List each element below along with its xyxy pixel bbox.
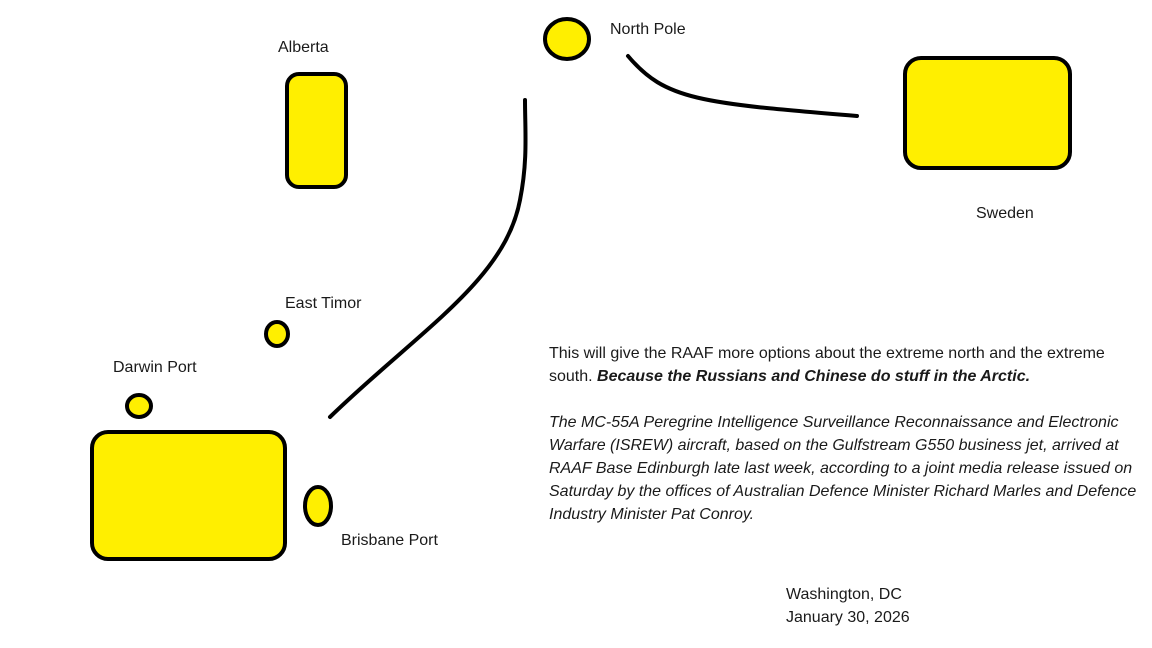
paragraph-news: The MC-55A Peregrine Intelligence Surveillance Reconnaissance and Electronic Warfare (ISREW) aircraft, based on the Gulfstream G550 business jet, arrived at RAAF Base Edinburgh late last week, according to a joint media release issued on Saturday by the offices of Australian Defence Minister Richard Marles and Defence Industry Minister Pat Conroy. <box>549 414 1137 523</box>
paragraph-intro <box>549 342 1139 388</box>
alberta-shape <box>287 74 346 187</box>
darwin-port-shape <box>127 395 151 417</box>
route-curve-south-to-north <box>330 100 526 417</box>
east-timor-label: East Timor <box>285 295 362 312</box>
darwin-port-label: Darwin Port <box>113 359 197 376</box>
signature-date: January 30, 2026 <box>786 609 910 626</box>
signature-place: Washington, DC <box>786 586 902 603</box>
brisbane-port-shape <box>305 487 331 525</box>
alberta-label: Alberta <box>278 39 329 56</box>
australia-shape <box>92 432 285 559</box>
north-pole-shape <box>545 19 589 59</box>
sweden-shape <box>905 58 1070 168</box>
east-timor-shape <box>266 322 288 346</box>
intro-text: This will give the RAAF more options about the extreme north and the extreme south. <box>549 345 1105 385</box>
brisbane-port-label: Brisbane Port <box>341 532 438 549</box>
north-pole-label: North Pole <box>610 21 686 38</box>
sweden-label: Sweden <box>976 205 1034 222</box>
route-curve-north-to-sweden <box>628 56 857 116</box>
intro-emphasis: Because the Russians and Chinese do stuff in the Arctic. <box>597 368 1031 385</box>
